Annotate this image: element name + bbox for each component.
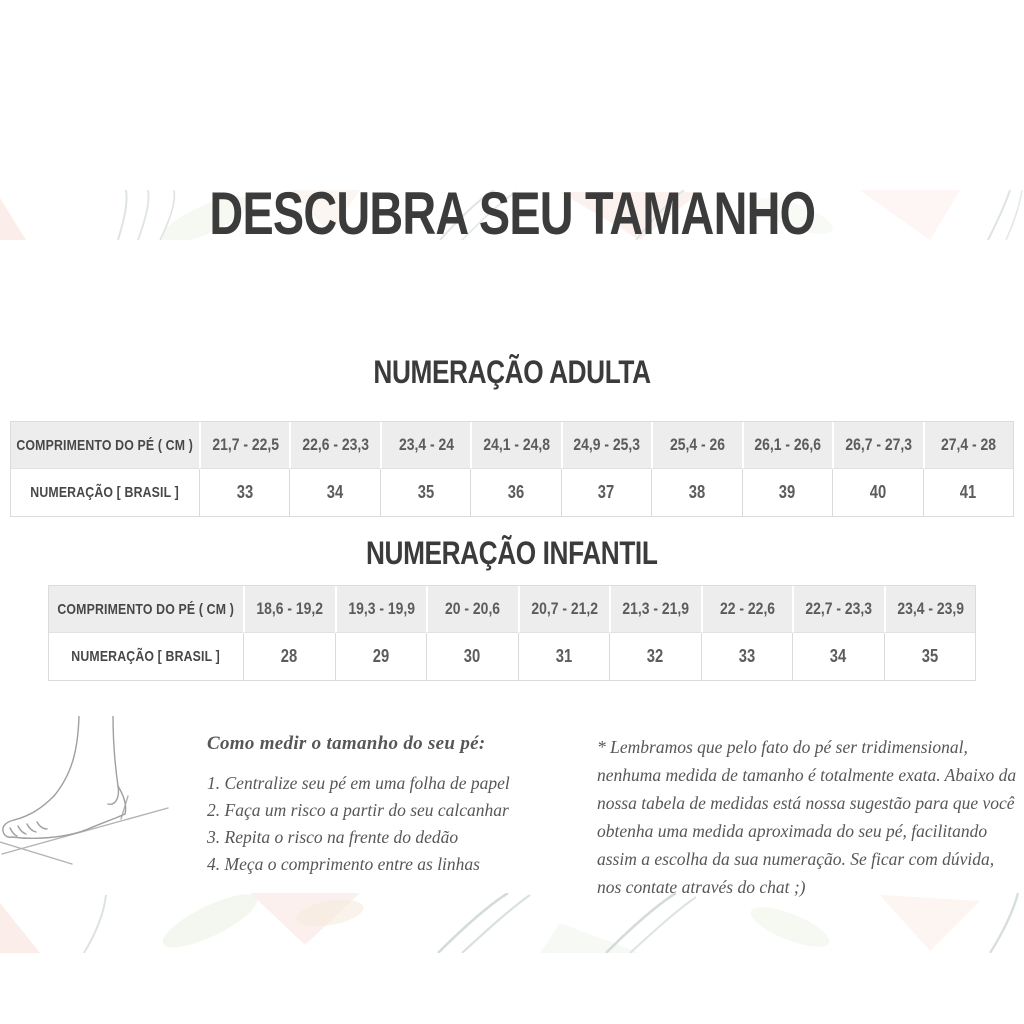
page-title-text: DESCUBRA SEU TAMANHO <box>209 180 815 247</box>
adult-size-cell: 37 <box>561 469 651 516</box>
kids-size-table <box>48 585 976 681</box>
page-title <box>0 180 1024 247</box>
adult-size-cell: 36 <box>470 469 560 516</box>
how-to-step-2: 2. Faça um risco a partir do seu calcanhar <box>207 800 509 820</box>
kids-length-cell: 18,6 - 19,2 <box>243 586 335 633</box>
kids-length-cell: 22,7 - 23,3 <box>792 586 884 633</box>
adult-length-cell: 24,9 - 25,3 <box>561 422 651 469</box>
foot-illustration-icon <box>0 716 208 882</box>
adult-size-table <box>10 421 1014 517</box>
how-to-step-1: 1. Centralize seu pé em uma folha de papel <box>207 773 510 793</box>
how-to-measure-block <box>207 733 602 878</box>
kids-size-cell: 31 <box>518 633 610 680</box>
adult-row2-header: NUMERAÇÃO [ BRASIL ] <box>11 469 199 516</box>
adult-length-cell: 22,6 - 23,3 <box>289 422 379 469</box>
adult-length-cell: 23,4 - 24 <box>380 422 470 469</box>
kids-length-cell: 21,3 - 21,9 <box>609 586 701 633</box>
adult-length-cell: 26,1 - 26,6 <box>742 422 832 469</box>
adult-size-cell: 39 <box>742 469 832 516</box>
kids-size-cell: 34 <box>792 633 884 680</box>
adult-length-cell: 26,7 - 27,3 <box>832 422 922 469</box>
kids-size-cell: 33 <box>701 633 793 680</box>
kids-section-title: NUMERAÇÃO INFANTIL <box>366 535 658 571</box>
how-to-measure-heading: Como medir o tamanho do seu pé: <box>207 733 486 754</box>
kids-length-cell: 19,3 - 19,9 <box>335 586 427 633</box>
kids-size-cell: 30 <box>426 633 518 680</box>
kids-row1-header: COMPRIMENTO DO PÉ ( CM ) <box>49 586 243 633</box>
adult-size-cell: 34 <box>289 469 379 516</box>
floral-band-bottom-icon <box>0 893 1024 953</box>
kids-length-cell: 23,4 - 23,9 <box>884 586 976 633</box>
adult-length-cell: 24,1 - 24,8 <box>470 422 560 469</box>
adult-length-cell: 21,7 - 22,5 <box>199 422 289 469</box>
kids-size-cell: 29 <box>335 633 427 680</box>
adult-length-cell: 27,4 - 28 <box>923 422 1013 469</box>
adult-section-title: NUMERAÇÃO ADULTA <box>373 354 651 390</box>
kids-size-cell: 32 <box>609 633 701 680</box>
how-to-step-4: 4. Meça o comprimento entre as linhas <box>207 854 480 874</box>
kids-length-cell: 22 - 22,6 <box>701 586 793 633</box>
adult-size-cell: 33 <box>199 469 289 516</box>
adult-length-cell: 25,4 - 26 <box>651 422 741 469</box>
kids-size-cell: 35 <box>884 633 976 680</box>
kids-length-cell: 20 - 20,6 <box>426 586 518 633</box>
kids-row2-header: NUMERAÇÃO [ BRASIL ] <box>49 633 243 680</box>
adult-size-cell: 41 <box>923 469 1013 516</box>
how-to-step-3: 3. Repita o risco na frente do dedão <box>207 827 459 847</box>
adult-size-cell: 40 <box>832 469 922 516</box>
adult-size-cell: 38 <box>651 469 741 516</box>
kids-length-cell: 20,7 - 21,2 <box>518 586 610 633</box>
disclaimer-note: * Lembramos que pelo fato do pé ser tridimensional, nenhuma medida de tamanho é totalmente exata. Abaixo da nossa tabela de medidas está nossa sugestão para que você obtenha uma medida aproximada do seu pé, facilitando assim a escolha da sua numeração. Se ficar com dúvida, nos contate através do chat ;) <box>597 737 1017 897</box>
adult-size-cell: 35 <box>380 469 470 516</box>
kids-size-cell: 28 <box>243 633 335 680</box>
adult-row1-header: COMPRIMENTO DO PÉ ( CM ) <box>11 422 199 469</box>
